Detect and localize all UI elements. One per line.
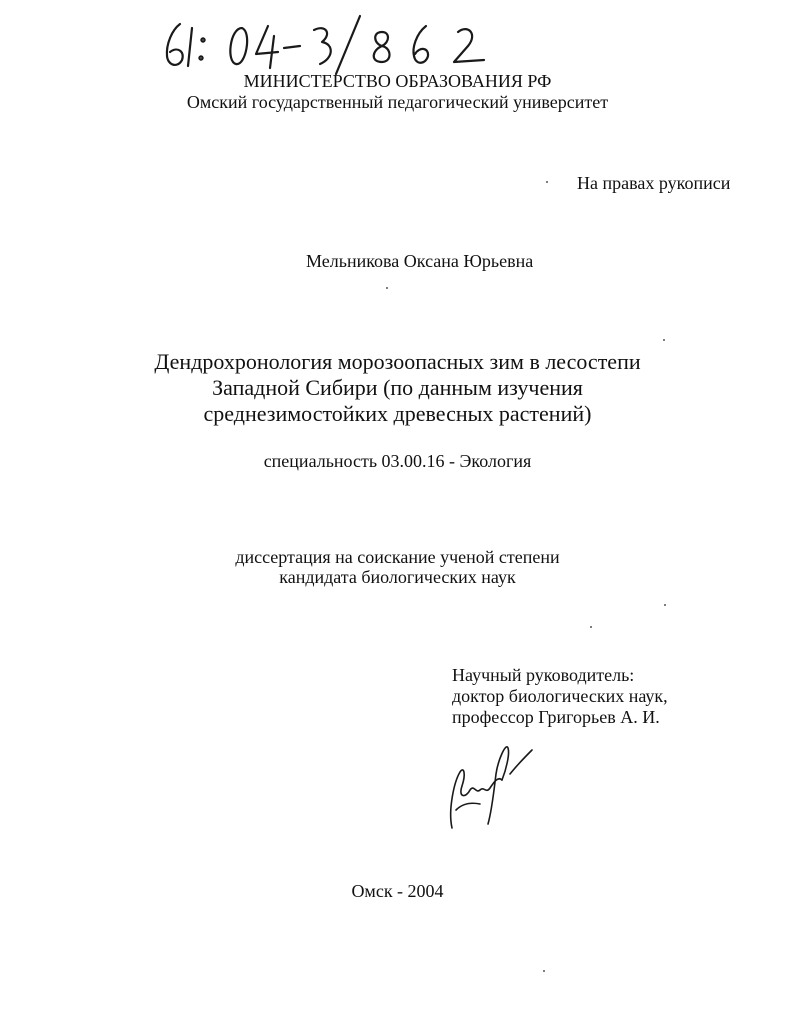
university-name: Омский государственный педагогический университет bbox=[186, 92, 609, 112]
scan-speck bbox=[546, 181, 548, 183]
city-year: Омск - 2004 bbox=[351, 881, 444, 901]
manuscript-rights: На правах рукописи bbox=[577, 173, 731, 193]
thesis-title-line: Дендрохронология морозоопасных зим в лесостепи bbox=[154, 349, 641, 374]
supervisor-line: доктор биологических наук, bbox=[452, 686, 668, 706]
dissertation-line: кандидата биологических наук bbox=[279, 567, 516, 587]
specialty: специальность 03.00.16 - Экология bbox=[263, 451, 532, 471]
scan-speck bbox=[590, 626, 592, 628]
handwritten-archive-code bbox=[150, 10, 510, 78]
scan-speck bbox=[663, 339, 665, 341]
supervisor-line: профессор Григорьев А. И. bbox=[452, 707, 660, 727]
ministry-header: МИНИСТЕРСТВО ОБРАЗОВАНИЯ РФ bbox=[243, 71, 552, 91]
handwritten-signature bbox=[440, 740, 540, 840]
author-name: Мельникова Оксана Юрьевна bbox=[306, 251, 534, 271]
scan-speck bbox=[386, 287, 388, 289]
dissertation-line: диссертация на соискание ученой степени bbox=[235, 547, 560, 567]
scan-speck bbox=[543, 970, 545, 972]
thesis-title-line: среднезимостойких древесных растений) bbox=[203, 401, 592, 426]
supervisor-line: Научный руководитель: bbox=[452, 665, 635, 685]
scan-speck bbox=[664, 604, 666, 606]
thesis-title-line: Западной Сибири (по данным изучения bbox=[212, 375, 583, 400]
